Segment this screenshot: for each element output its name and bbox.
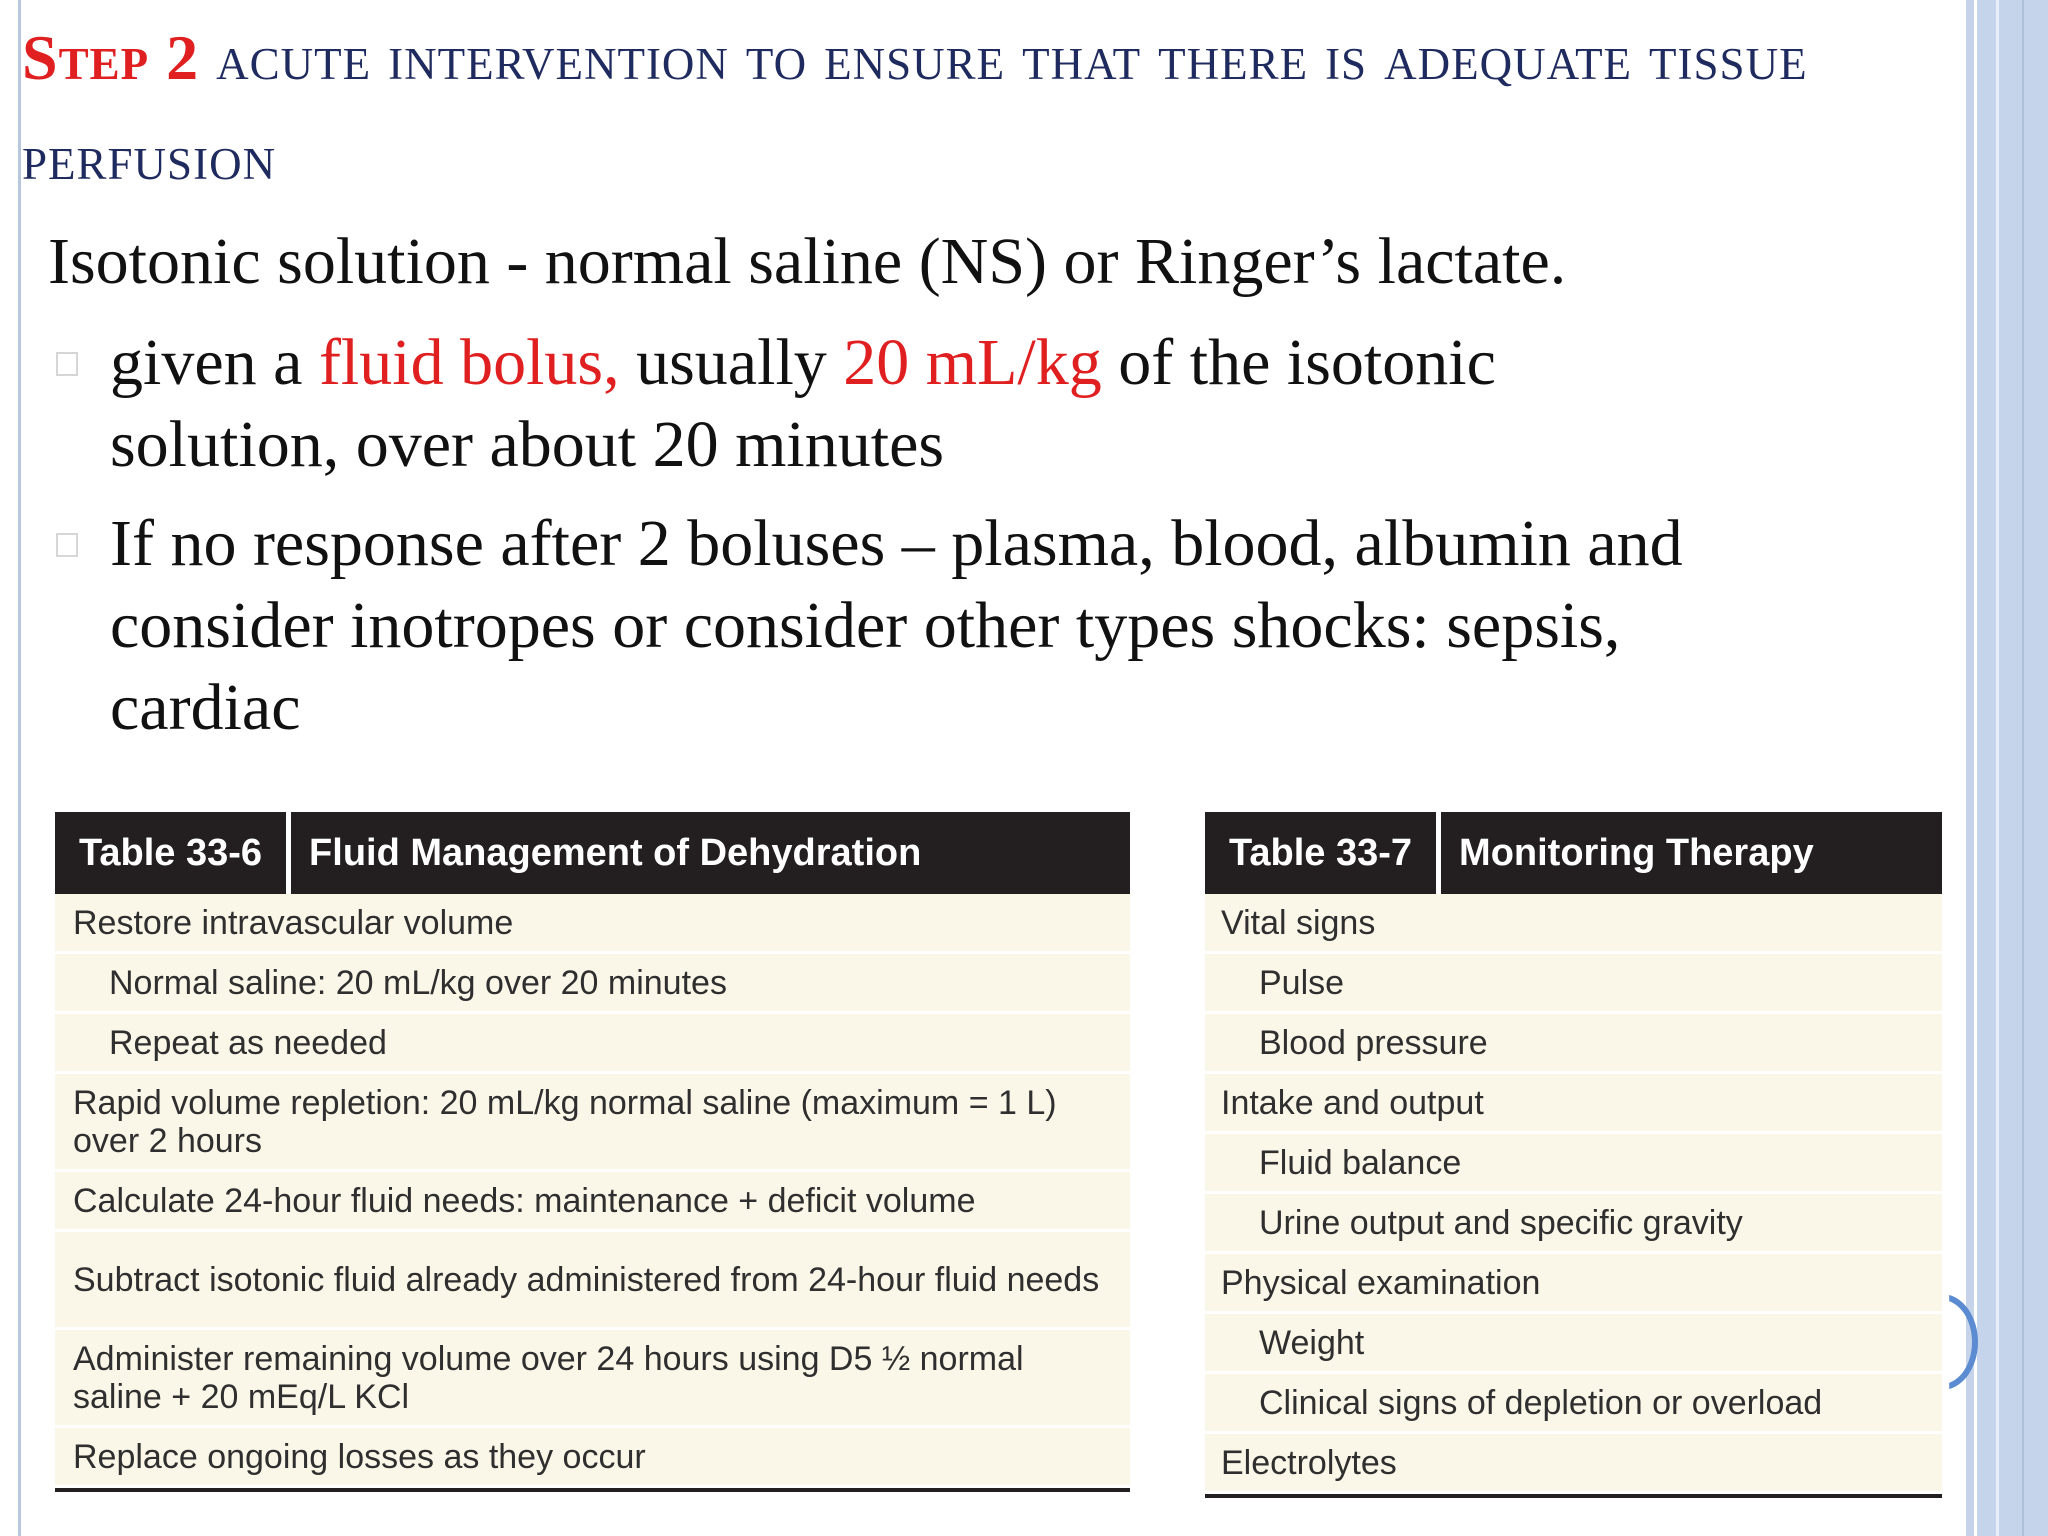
bullet-line: If no response after 2 boluses – plasma, blood, albumin and	[110, 507, 1683, 580]
table-monitoring-therapy	[1205, 812, 1942, 1498]
table-row: Vital signs	[1205, 894, 1942, 954]
table-number: Table 33-6	[79, 831, 263, 874]
table-row: Repeat as needed	[55, 1014, 1130, 1074]
table-row: Restore intravascular volume	[55, 894, 1130, 954]
bullet-line: consider inotropes or consider other types shocks: sepsis,	[110, 589, 1621, 662]
bullet-segment: usually	[619, 326, 844, 399]
table-row: Fluid balance	[1205, 1134, 1942, 1194]
table-row: Urine output and specific gravity	[1205, 1194, 1942, 1254]
table-fluid-management	[55, 812, 1130, 1492]
bullet-box-icon	[56, 533, 78, 557]
table-row: Replace ongoing losses as they occur	[55, 1428, 1130, 1488]
intro-text: Isotonic solution - normal saline (NS) or Ringer’s lactate.	[48, 225, 1567, 298]
bullet-segment: given a	[110, 326, 319, 399]
table-title: Monitoring Therapy	[1459, 831, 1814, 874]
bullet-text	[110, 322, 1496, 486]
table-row: Administer remaining volume over 24 hours using D5 ½ normal saline + 20 mEq/L KCl	[55, 1330, 1130, 1428]
bullet-segment: of the isotonic	[1101, 326, 1496, 399]
side-panel-stripe	[1974, 0, 1977, 1536]
title-step: Step 2	[22, 22, 200, 93]
table-row: Blood pressure	[1205, 1014, 1942, 1074]
table-row: Clinical signs of depletion or overload	[1205, 1374, 1942, 1434]
table-row: Weight	[1205, 1314, 1942, 1374]
table-row: Electrolytes	[1205, 1434, 1942, 1494]
bullet-box-icon	[56, 352, 78, 376]
table-row: Calculate 24-hour fluid needs: maintenance + deficit volume	[55, 1172, 1130, 1232]
bullet-line: cardiac	[110, 671, 301, 744]
table-header	[55, 812, 1130, 894]
slide-title	[22, 8, 1922, 208]
highlight-fluid-bolus: fluid bolus,	[318, 326, 620, 399]
table-row: Intake and output	[1205, 1074, 1942, 1134]
bullet-line: solution, over about 20 minutes	[110, 408, 945, 481]
bullet-line	[110, 322, 1496, 404]
side-panel-stripe	[2022, 0, 2024, 1536]
table-title: Fluid Management of Dehydration	[309, 831, 922, 874]
slide-side-panel	[1966, 0, 2048, 1536]
side-panel-stripe	[1996, 0, 1999, 1536]
bullet-text	[110, 503, 1683, 749]
highlight-dose: 20 mL/kg	[843, 326, 1102, 399]
table-row: Subtract isotonic fluid already administered from 24-hour fluid needs	[55, 1232, 1130, 1330]
table-header	[1205, 812, 1942, 894]
table-number: Table 33-7	[1229, 831, 1413, 874]
table-row: Pulse	[1205, 954, 1942, 1014]
table-row: Rapid volume repletion: 20 mL/kg normal saline (maximum = 1 L) over 2 hours	[55, 1074, 1130, 1172]
table-bottom-rule	[1205, 1494, 1942, 1498]
left-border-line	[18, 0, 21, 1536]
table-row: Normal saline: 20 mL/kg over 20 minutes	[55, 954, 1130, 1014]
table-row: Physical examination	[1205, 1254, 1942, 1314]
title-text: acute intervention to ensure that there is adequate tissue perfusion	[22, 22, 1808, 193]
table-bottom-rule	[55, 1488, 1130, 1492]
